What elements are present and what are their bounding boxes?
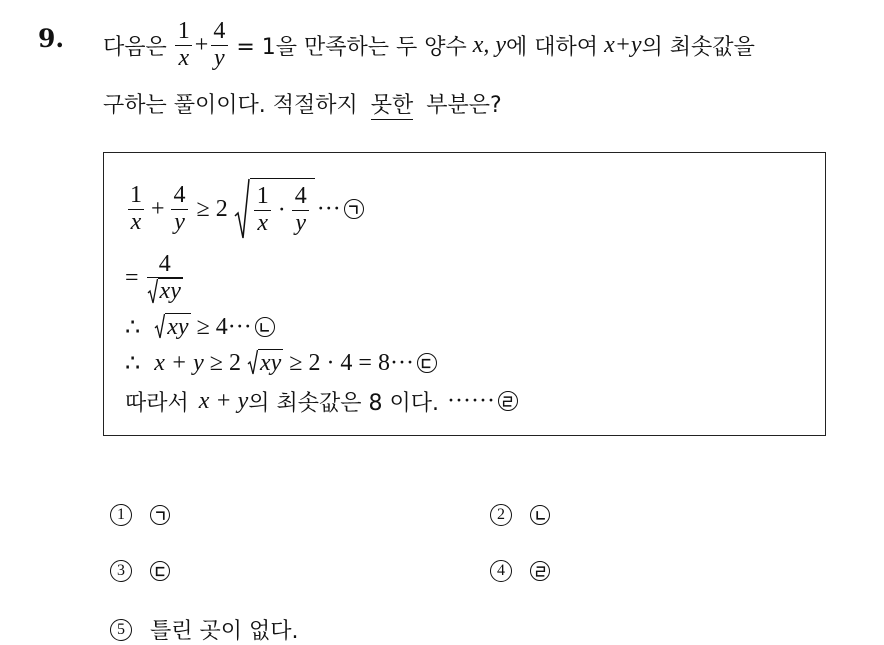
solution-line-4	[125, 348, 437, 378]
stem-frac2-den: y	[211, 45, 228, 71]
l2-frac-den	[147, 277, 183, 305]
l1-dots: ···	[316, 195, 341, 222]
question-number: 9.	[38, 24, 65, 53]
l1-frac-4-over-y	[171, 183, 189, 234]
stem-plus: +	[194, 31, 209, 58]
stem-var-y: y	[495, 31, 507, 58]
l1-rad-dot: ·	[277, 196, 286, 223]
stem-sum-expr: x+y	[604, 31, 642, 58]
stem-frac1-den: x	[175, 45, 192, 71]
radical-sign-icon	[147, 278, 158, 304]
circled-giyeok-icon	[150, 505, 170, 525]
l5-dots: ······	[447, 387, 495, 414]
choice-1[interactable]	[110, 504, 170, 526]
l4-radicand: xy	[259, 350, 282, 376]
radical-sign-icon	[154, 313, 165, 339]
circled-rieul-icon	[530, 561, 550, 581]
l1-rad-frac-4-over-y	[292, 184, 310, 235]
choice-5-number: 5	[110, 619, 132, 641]
circled-nieun-icon	[255, 317, 275, 337]
circled-giyeok-icon	[344, 199, 364, 219]
solution-line-5	[125, 386, 518, 416]
l1-rad-frac2-den: y	[292, 210, 309, 236]
choice-2[interactable]	[490, 504, 550, 526]
radical-sign-icon	[234, 178, 250, 240]
stem-lead: 다음은	[103, 34, 167, 60]
l1-rad-frac2-num: 4	[294, 183, 307, 210]
l2-sqrt	[147, 278, 183, 304]
circled-digeut-icon	[417, 353, 437, 373]
l1-sqrt	[234, 178, 315, 240]
stem-fraction-4-over-y	[210, 19, 228, 70]
choice-3-number: 3	[110, 560, 132, 582]
choice-4[interactable]	[490, 560, 550, 582]
choice-1-number: 1	[110, 504, 132, 526]
l5-prefix: 따라서	[125, 390, 189, 416]
circled-digeut-icon	[150, 561, 170, 581]
l4-sqrt	[247, 349, 283, 377]
l1-radicand	[250, 178, 315, 240]
l1-frac1-den: x	[128, 209, 145, 235]
choice-5-text: 틀린 곳이 없다.	[150, 619, 299, 644]
l1-rad-frac-1-over-x	[254, 184, 272, 235]
l4-therefore: ∴	[125, 350, 141, 377]
l5-expr: x + y	[198, 387, 249, 414]
l1-frac2-den: y	[171, 209, 188, 235]
solution-line-2	[125, 246, 185, 310]
stem-var-x: x,	[472, 31, 490, 58]
solution-line-1	[125, 176, 364, 242]
stem-equals-one: = 1을 만족하는 두 양수	[236, 34, 467, 60]
l4-rest: ≥ 2 · 4 = 8···	[289, 349, 414, 376]
l2-equals: =	[125, 264, 139, 291]
choice-4-number: 4	[490, 560, 512, 582]
l1-rad-frac1-num: 1	[256, 183, 269, 210]
l3-radicand: xy	[167, 314, 189, 340]
stem-frac2-num: 4	[213, 18, 226, 45]
choice-5[interactable]	[110, 614, 299, 645]
question-stem-line1	[103, 10, 755, 80]
l3-therefore: ∴	[125, 314, 141, 341]
radical-sign-icon	[247, 349, 258, 375]
l5-mid: 의 최솟값은 8 이다.	[248, 390, 439, 416]
l3-rest: ≥ 4···	[196, 313, 252, 340]
stem-mid: 에 대하여	[506, 34, 599, 60]
stem-frac1-num: 1	[177, 18, 190, 45]
l1-frac-1-over-x	[127, 183, 145, 234]
l2-frac-4-over-sqrt-xy	[147, 252, 183, 305]
solution-line-3	[125, 312, 275, 342]
stem-fraction-1-over-x	[175, 19, 193, 70]
l2-frac-num: 4	[158, 250, 171, 277]
l4-geq-two: ≥ 2	[209, 349, 241, 376]
stem-tail: 의 최솟값을	[641, 34, 755, 60]
l2-radicand: xy	[159, 278, 181, 305]
stem-underlined-word: 못한	[370, 93, 414, 118]
l1-frac1-num: 1	[130, 182, 142, 209]
stem-line2-b: 부분은?	[426, 93, 502, 118]
l4-lhs: x + y	[154, 349, 204, 376]
stem-line2-a: 구하는 풀이이다. 적절하지	[103, 93, 358, 118]
circled-rieul-icon	[498, 391, 518, 411]
choice-3[interactable]	[110, 560, 170, 582]
choice-2-number: 2	[490, 504, 512, 526]
l1-geq-two: ≥ 2	[196, 195, 228, 222]
l1-frac2-num: 4	[173, 182, 186, 209]
l3-sqrt	[154, 313, 190, 341]
question-stem-line2	[103, 88, 502, 119]
l1-plus: +	[151, 195, 165, 222]
l1-rad-frac1-den: x	[254, 210, 271, 236]
circled-nieun-icon	[530, 505, 550, 525]
